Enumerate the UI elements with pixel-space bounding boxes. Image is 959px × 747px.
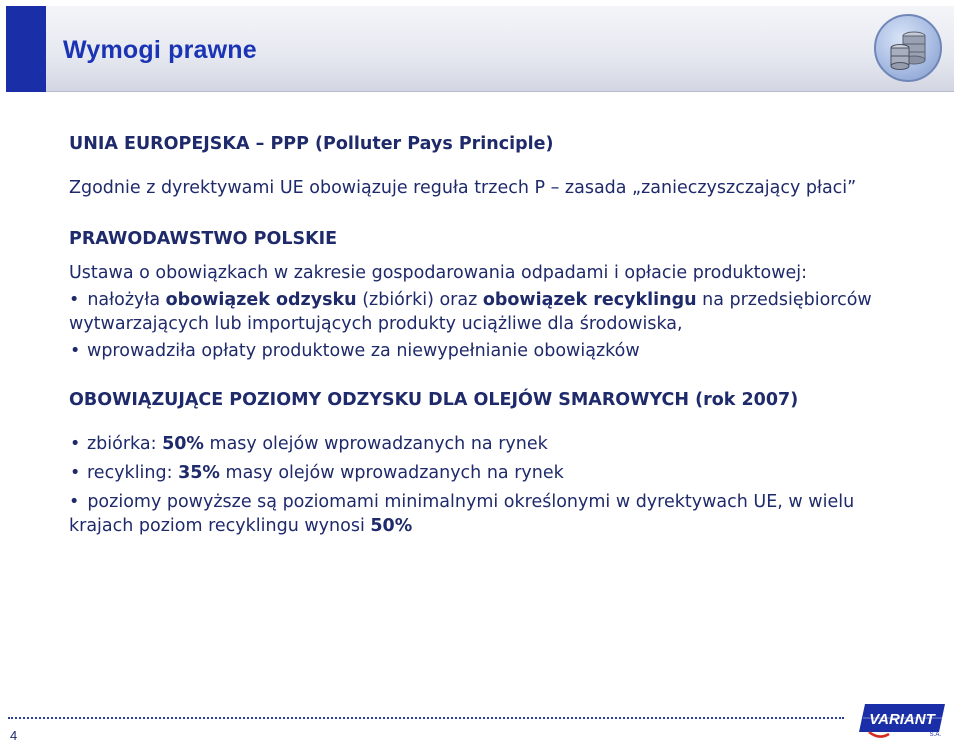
oil-barrels-drawing (876, 16, 940, 80)
levels-bullet-recycling (69, 461, 919, 485)
pl-bullet-fees (69, 339, 919, 363)
footer-divider (8, 717, 844, 719)
slide-content (69, 132, 919, 538)
lv-b2-part1: recykling: (87, 463, 179, 483)
pl-heading: PRAWODAWSTWO POLSKIE (69, 229, 338, 249)
pl-b1-bold2: obowiązek recyklingu (482, 290, 697, 310)
logo-suffix: S.A. (929, 732, 941, 738)
slide-title: Wymogi prawne (63, 36, 257, 64)
lv-b3-part1: poziomy powyższe są poziomami minimalnymi określonymi w dyrektywach UE, w wielu krajach poziom recyklingu wynosi (69, 492, 855, 536)
page-number: 4 (10, 728, 18, 743)
title-bar (6, 6, 954, 92)
eu-heading: UNIA EUROPEJSKA – PPP (Polluter Pays Principle) (69, 134, 554, 154)
pl-b1-part3: na przedsiębiorców wytwarzających lub importujących produkty uciążliwe dla środowiska, (69, 290, 872, 334)
lv-b2-bold: 35% (178, 463, 220, 483)
variant-logo-drawing (859, 696, 951, 740)
lv-b3-bold: 50% (370, 516, 413, 536)
pl-b1-bold1: obowiązek odzysku (165, 290, 357, 310)
lv-b1-bold: 50% (162, 434, 204, 454)
lv-b2-part2: masy olejów wprowadzanych na rynek (219, 463, 564, 483)
variant-logo (859, 696, 951, 740)
pl-intro: Ustawa o obowiązkach w zakresie gospodarowania odpadami i opłacie produktowej: (69, 263, 808, 283)
lv-b1-part2: masy olejów wprowadzanych na rynek (203, 434, 548, 454)
pl-b1-part2: (zbiórki) oraz (356, 290, 483, 310)
pl-b1-part1: nałożyła (87, 290, 166, 310)
oil-barrels-icon (874, 14, 942, 82)
levels-heading: OBOWIĄZUJĄCE POZIOMY ODZYSKU DLA OLEJÓW SMAROWYCH (rok 2007) (69, 390, 799, 410)
levels-bullet-minimum (69, 490, 919, 538)
pl-b2-text: wprowadziła opłaty produktowe za niewypełnianie obowiązków (87, 341, 640, 361)
logo-wordmark: VARIANT (869, 711, 935, 728)
title-accent-stripe (6, 6, 46, 92)
lv-b1-part1: zbiórka: (87, 434, 163, 454)
pl-bullet-obligations (69, 288, 919, 336)
levels-bullet-collection (69, 432, 919, 456)
eu-text: Zgodnie z dyrektywami UE obowiązuje reguła trzech P – zasada „zanieczyszczający płaci” (69, 178, 857, 198)
